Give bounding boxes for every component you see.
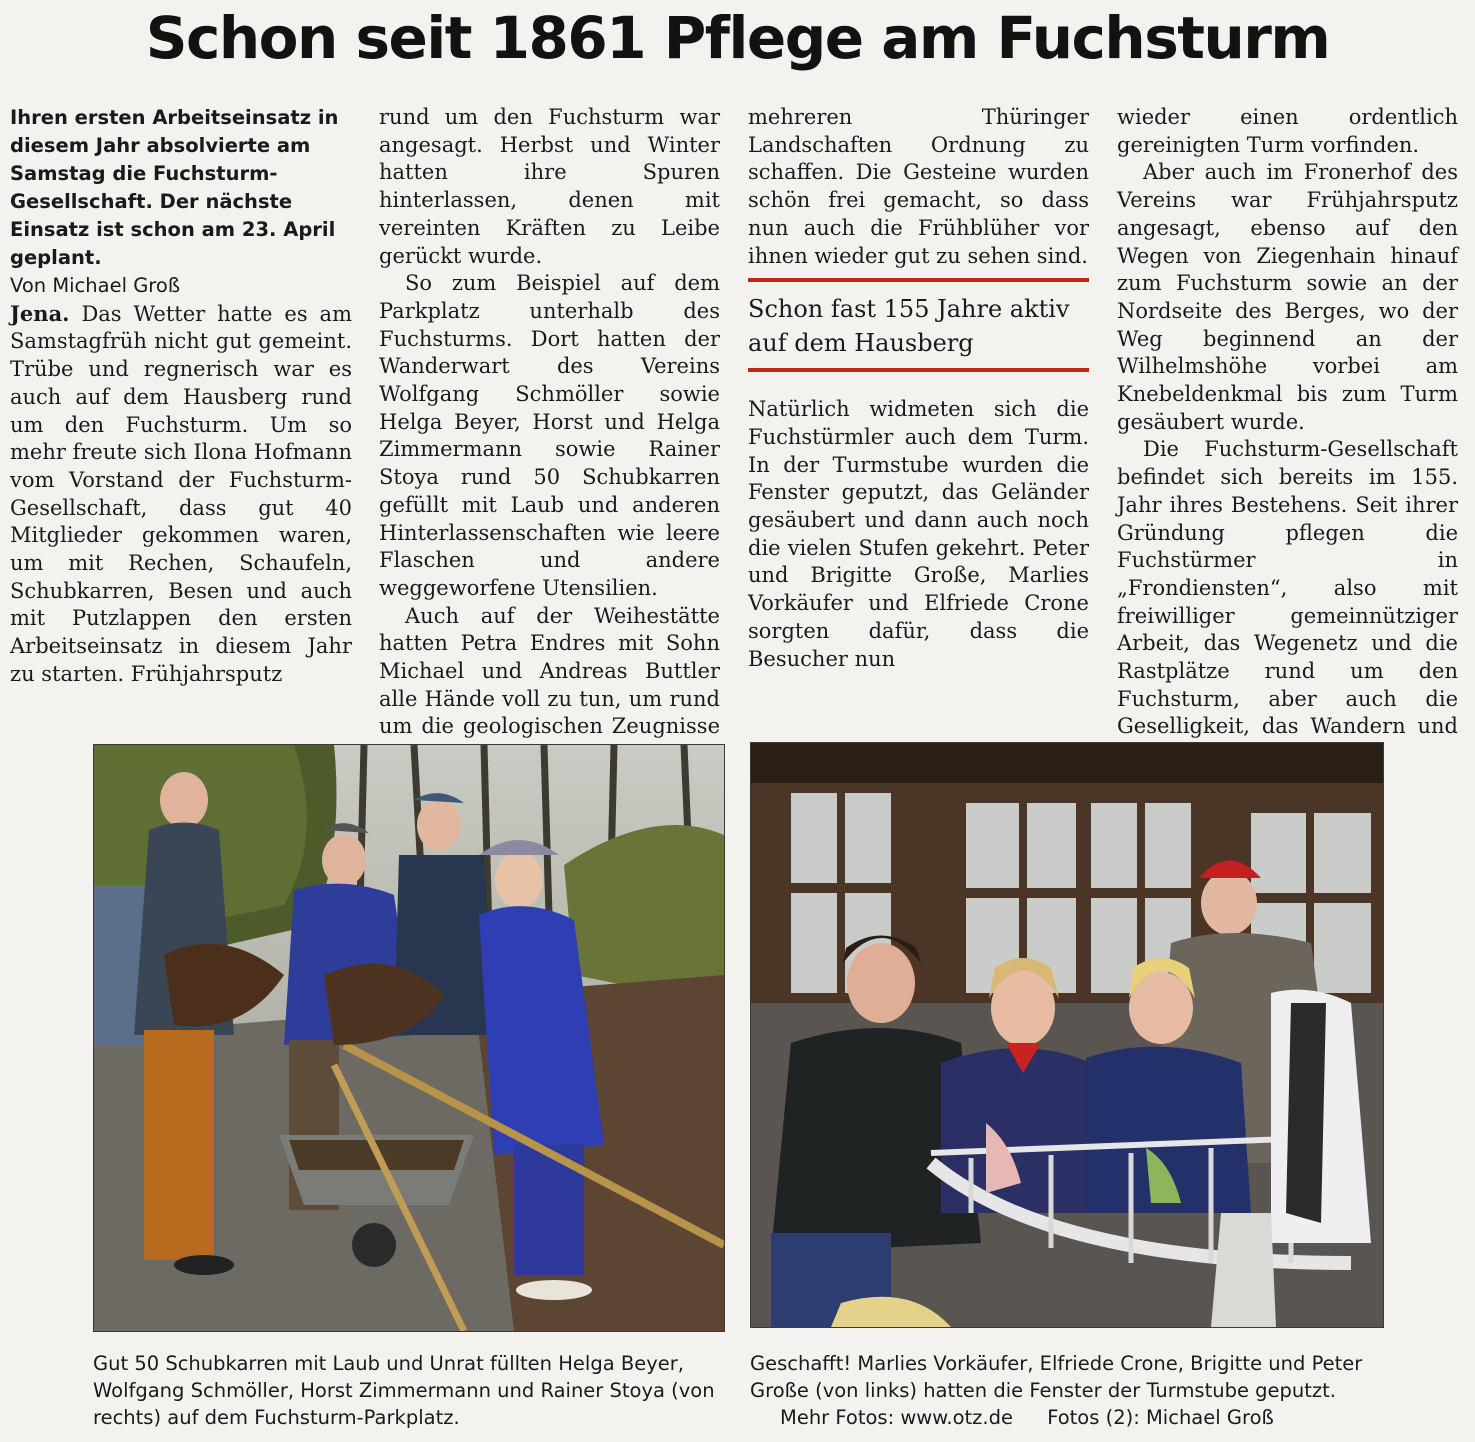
bleed-through-left <box>0 60 8 700</box>
body-paragraph: So zum Beispiel auf dem Parkplatz unterhalb des Fuchsturms. Dort hatten der Wanderwart des Vereins Wolfgang Schmöller sowie Helga Beyer, Horst und Helga Zimmermann sowie Rainer Stoya rund 50 Schubkarren gefüllt mit Laub und anderen Hinterlassenschaften wie leere Flaschen und andere weggeworfene Utensilien. <box>379 271 720 600</box>
caption-left: Gut 50 Schubkarren mit Laub und Unrat füllten Helga Beyer, Wolfgang Schmöller, Horst Zimmermann und Rainer Stoya (von rechts) auf dem Fuchsturm-Parkplatz. <box>93 1352 715 1429</box>
column-2 <box>379 104 720 769</box>
caption-more-photos-link[interactable]: Mehr Fotos: www.otz.de <box>780 1406 1013 1429</box>
body-paragraph: Auch auf der Weihestätte hatten Petra Endres mit Sohn Michael und Andreas Buttler alle Hände voll zu tun, um rund um die geologischen Zeugnisse <box>379 603 720 739</box>
headline: Schon seit 1861 Pflege am Fuchsturm <box>145 4 1330 72</box>
photo-parking-lot-volunteers <box>93 744 725 1332</box>
body-paragraph: Aber auch im Fronerhof des Vereins war Frühjahrsputz angesagt, ebenso auf den Wegen von Ziegenhain hinauf zum Fuchsturm sowie an der Nordseite des Berges, wo der Weg beginnend an der Wilhelmshöhe vorbei am Knebeldenkmal bis zum Turm gesäubert wurde. <box>1117 160 1458 434</box>
place-label: Jena. <box>10 300 70 326</box>
column-1 <box>10 104 352 689</box>
photo-illustration <box>751 743 1383 1327</box>
caption-right-text: Geschafft! Marlies Vorkäufer, Elfriede Crone, Brigitte und Peter Große (von links) hatten die Fenster der Turmstube geputzt. <box>750 1352 1363 1402</box>
body-paragraph: rund um den Fuchsturm war angesagt. Herbst und Winter hatten ihre Spuren hinterlassen, denen mit vereinten Kräften zu Leibe gerückt wurde. <box>379 105 720 268</box>
column-3 <box>748 104 1089 673</box>
body-paragraph <box>10 300 352 689</box>
photo-illustration <box>94 745 724 1331</box>
subheading: Schon fast 155 Jahre aktiv auf dem Hausberg <box>748 278 1089 372</box>
body-paragraph: wieder einen ordentlich gereinigten Turm vorfinden. <box>1117 105 1458 157</box>
photo-tower-room-group <box>750 742 1384 1328</box>
byline: Von Michael Groß <box>10 274 181 297</box>
body-paragraph: mehreren Thüringer Landschaften Ordnung zu schaffen. Die Gesteine wurden schön frei gemacht, so dass nun auch die Frühblüher vor ihnen wieder gut zu sehen sind. <box>748 105 1089 268</box>
body-paragraph: Natürlich widmeten sich die Fuchstürmler auch dem Turm. In der Turmstube wurden die Fenster geputzt, das Geländer gesäubert und dann auch noch die vielen Stufen gekehrt. Peter und Brigitte Große, Marlies Vorkäufer und Elfriede Crone sorgten dafür, dass die Besucher nun <box>748 397 1089 671</box>
photo-credit: Fotos (2): Michael Groß <box>1047 1406 1274 1429</box>
caption-right <box>750 1350 1390 1431</box>
lead-paragraph: Ihren ersten Arbeitseinsatz in diesem Jahr absolvierte am Samstag die Fuchsturm-Gesellschaft. Der nächste Einsatz ist schon am 23. April geplant. <box>10 106 339 269</box>
body-paragraph: Die Fuchsturm-Gesellschaft befindet sich bereits im 155. Jahr ihres Bestehens. Seit ihrer Gründung pflegen die Fuchstürmer in „Frondiensten“, also mit freiwilliger gemeinnütziger Arbeit, das Wegenetz und die Rastplätze rund um den Fuchsturm, aber auch die Geselligkeit, das Wandern und <box>1117 437 1458 739</box>
body-text: Das Wetter hatte es am Samstagfrüh nicht gut gemeint. Trübe und regnerisch war es auch auf dem Hausberg rund um den Fuchsturm. Um so mehr freute sich Ilona Hofmann vom Vorstand der Fuchsturm-Gesellschaft, dass gut 40 Mitglieder gekommen waren, um mit Rechen, Schaufeln, Schubkarren, Besen und auch mit Putzlappen den ersten Arbeitseinsatz in diesem Jahr zu starten. Frühjahrsputz <box>10 301 352 686</box>
bleed-through-right <box>1462 60 1475 1360</box>
column-4 <box>1117 104 1458 769</box>
